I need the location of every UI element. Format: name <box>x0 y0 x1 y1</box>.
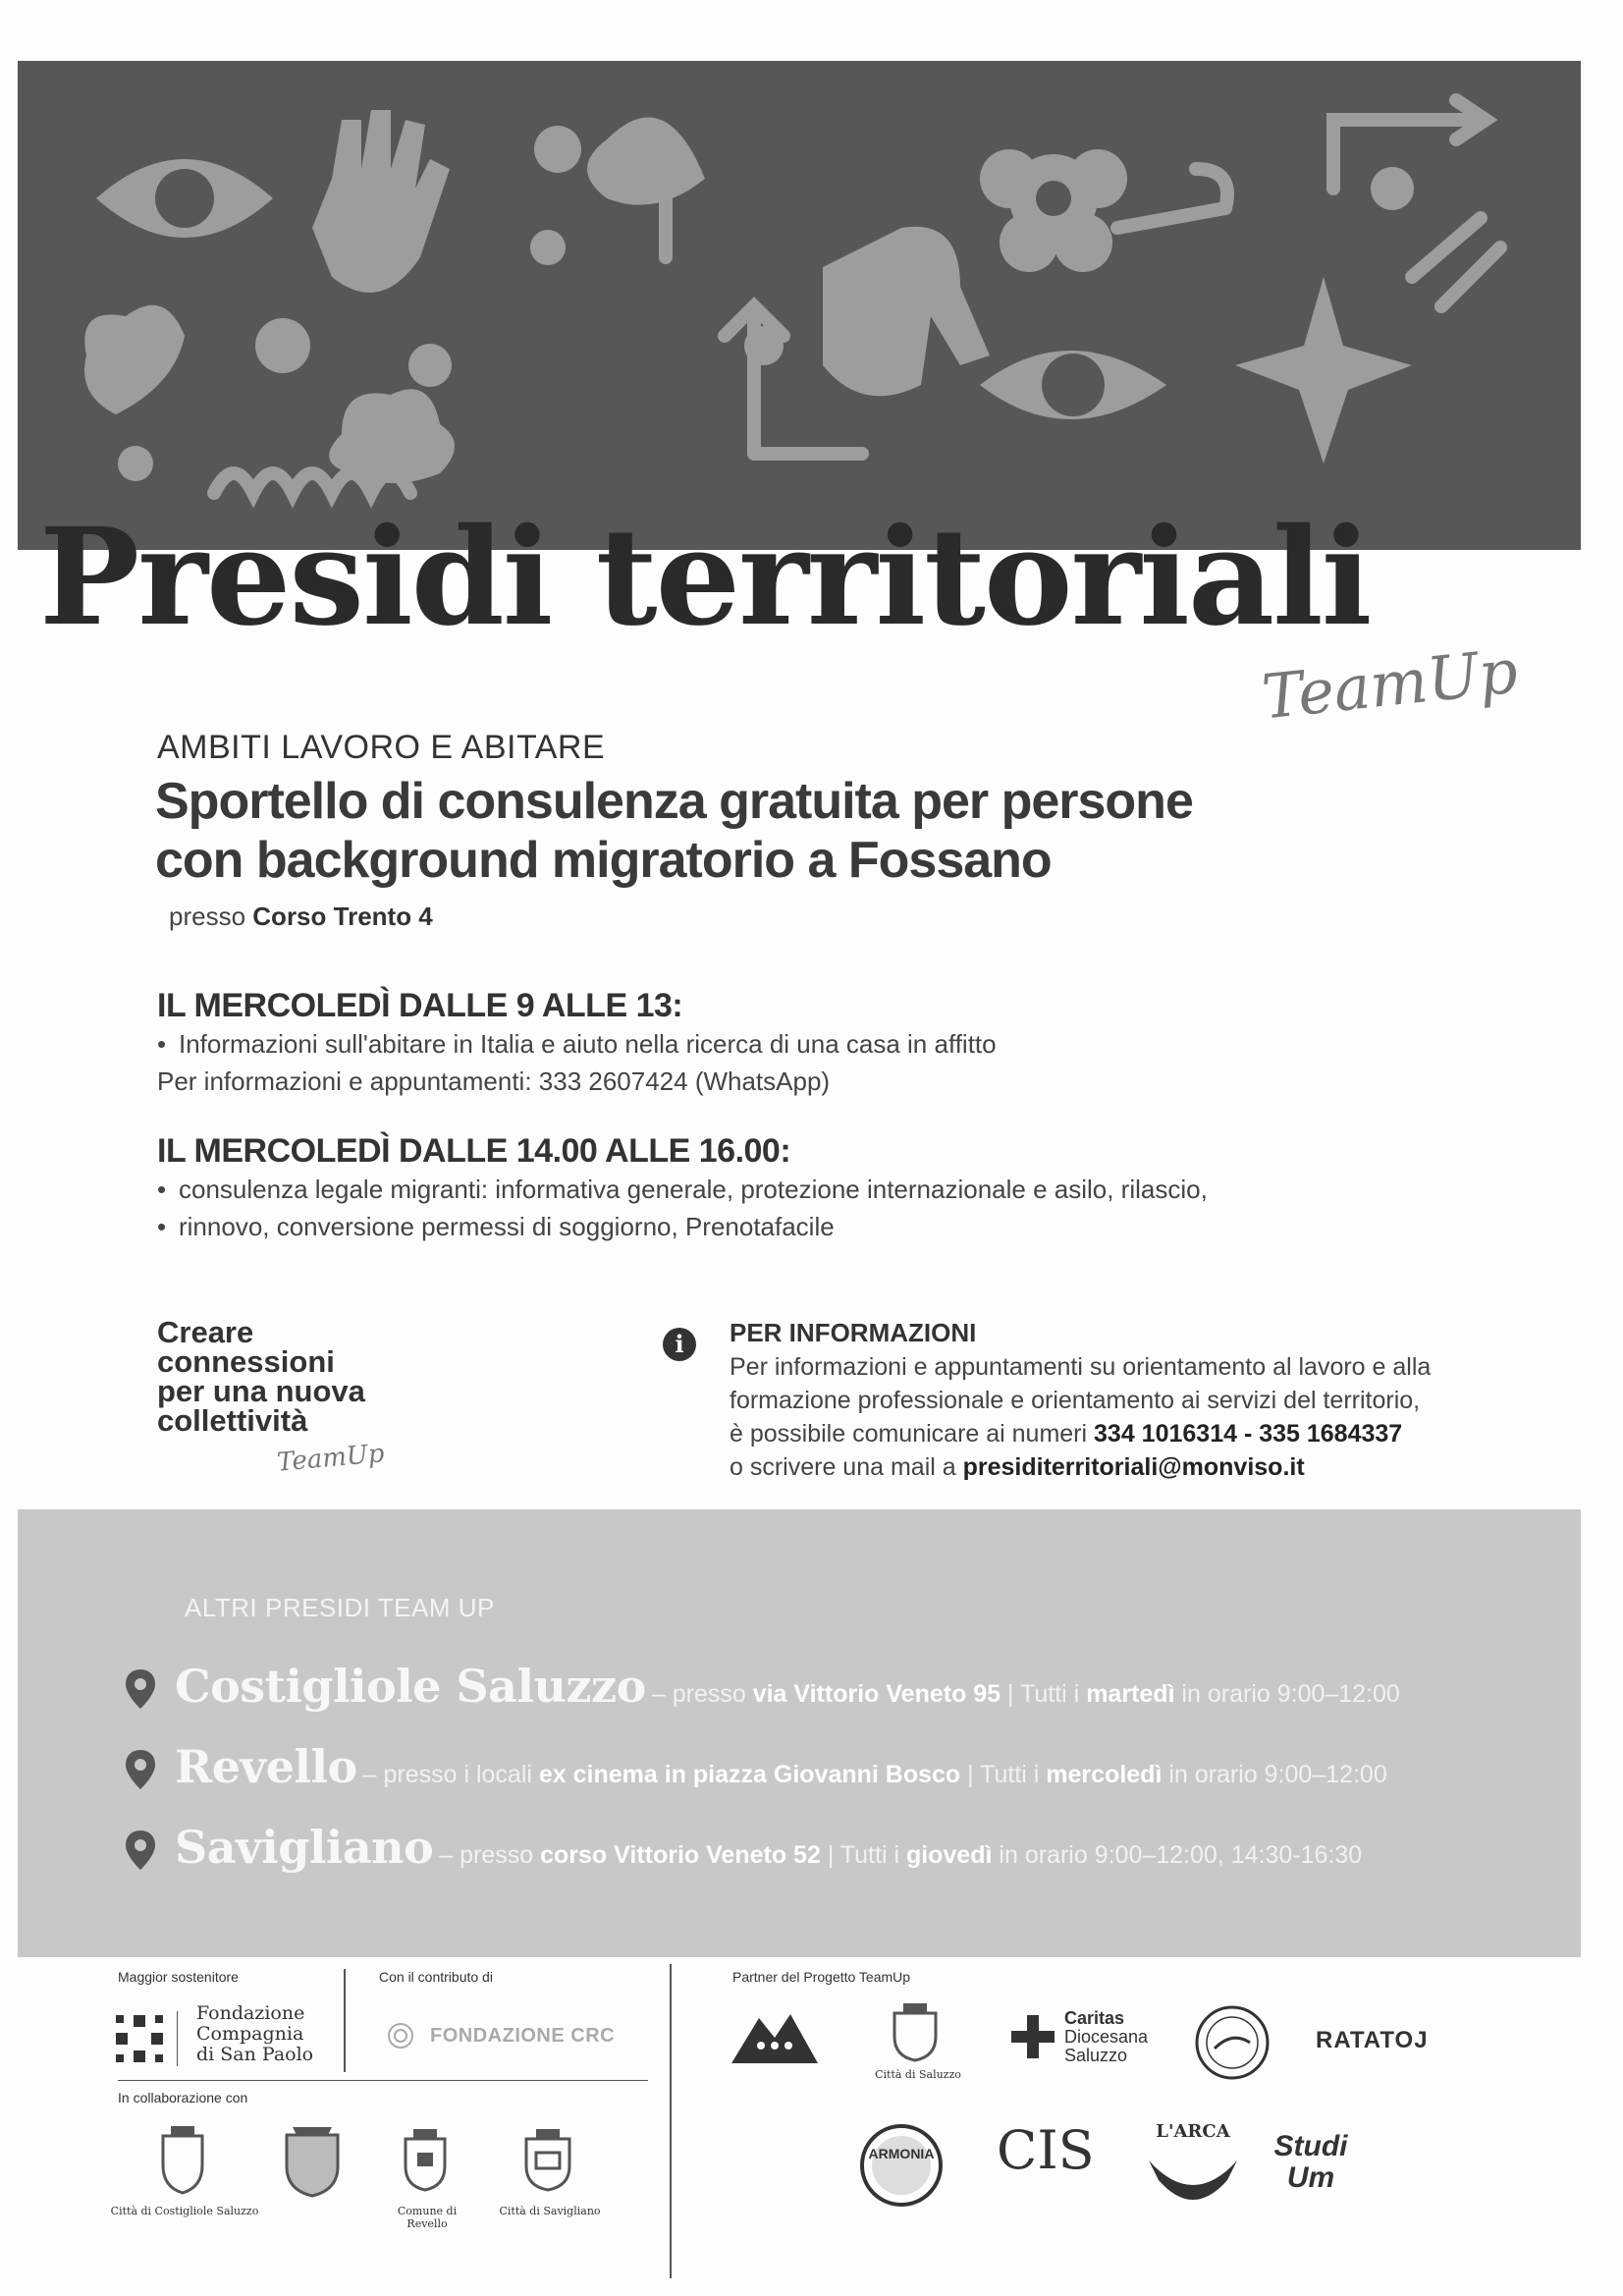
info-line: Per informazioni e appuntamenti su orientamento al lavoro e alla <box>730 1353 1432 1381</box>
sponsor-name-line: Fondazione <box>196 2002 305 2024</box>
heart-icon <box>84 305 185 414</box>
crest-icon <box>518 2129 577 2192</box>
hand-icon-2 <box>823 227 990 397</box>
crest-icon <box>155 2126 210 2195</box>
schedule-block-1 <box>157 987 1434 1100</box>
round-partner-logo-icon <box>1193 2003 1271 2082</box>
slogan-line: collettività <box>157 1403 308 1438</box>
location-item <box>126 1821 1362 1880</box>
detail-text: | Tutti i <box>1007 1680 1080 1708</box>
page-title: Presidi territoriali <box>39 499 1371 656</box>
leaf-icon <box>587 118 705 205</box>
location-city: Revello <box>175 1740 357 1793</box>
caritas-sub: Saluzzo <box>1064 2046 1128 2065</box>
mountain-partner-logo-icon <box>731 2008 818 2063</box>
detail-text: – presso <box>439 1841 534 1869</box>
bullet-text: Informazioni sull'abitare in Italia e aiuto nella ricerca di una casa in affitto <box>179 1029 997 1059</box>
location-pin-icon <box>126 1669 155 1709</box>
contrib-label: Con il contributo di <box>379 1969 493 1985</box>
sponsor-name-line: di San Paolo <box>196 2044 314 2065</box>
info-icon: i <box>663 1328 696 1361</box>
schedule-bullet: • rinnovo, conversione permessi di soggiorno, Prenotafacile <box>157 1212 835 1241</box>
ratatoj-logo: RATATOJ <box>1316 2027 1429 2053</box>
sponsor-name <box>196 2003 313 2065</box>
caritas-sub: Diocesana <box>1064 2027 1149 2047</box>
armonia-logo-icon <box>857 2121 946 2210</box>
headline-line-1: Sportello di consulenza gratuita per persone <box>155 773 1193 830</box>
arca-label: L'ARCA <box>1156 2121 1230 2142</box>
teamup-logo: TeamUp <box>1258 634 1522 734</box>
bullet-text: rinnovo, conversione permessi di soggiorno, Prenotafacile <box>179 1212 835 1241</box>
divider <box>670 1964 672 2278</box>
location-place: via Vittorio Veneto 95 <box>752 1680 1001 1708</box>
schedule-heading: IL MERCOLEDÌ DALLE 9 ALLE 13: <box>157 987 683 1024</box>
location-city: Costigliole Saluzzo <box>175 1660 646 1713</box>
partners-label: Partner del Progetto TeamUp <box>732 1969 911 1985</box>
location-hours: in orario 9:00–12:00, 14:30-16:30 <box>999 1841 1363 1869</box>
phone-numbers: 334 1016314 - 335 1684337 <box>1094 1420 1403 1448</box>
saluzzo-crest-icon <box>889 2003 942 2062</box>
info-line: formazione professionale e orientamento ai servizi del territorio, <box>730 1387 1421 1414</box>
address <box>169 902 433 932</box>
fondazione-crc-logo-icon <box>379 2021 422 2050</box>
location-pin-icon <box>126 1750 155 1789</box>
location-city: Savigliano <box>175 1821 434 1874</box>
info-line <box>730 1450 1535 1484</box>
schedule-bullet: • consulenza legale migranti: informativa generale, protezione internazionale e asilo, rilascio, <box>157 1175 1208 1204</box>
squiggle-icon <box>214 473 410 493</box>
location-place: ex cinema in piazza Giovanni Bosco <box>538 1761 961 1788</box>
crest-icon <box>398 2129 453 2192</box>
headline-line-2: con background migratorio a Fossano <box>155 832 1052 889</box>
location-day: martedì <box>1086 1680 1175 1708</box>
municipality-label: Città di Costigliole Saluzzo <box>110 2205 259 2217</box>
address-prefix: presso <box>169 902 246 931</box>
slogan-line: Creare <box>157 1315 254 1349</box>
contrib-name: FONDAZIONE CRC <box>430 2025 616 2047</box>
bullet-text: consulenza legale migranti: informativa generale, protezione internazionale e asilo, rilascio, <box>179 1175 1208 1204</box>
info-heading: PER INFORMAZIONI <box>730 1318 977 1347</box>
hand-icon <box>312 110 450 293</box>
location-details <box>439 1841 1362 1870</box>
location-hours: in orario 9:00–12:00 <box>1168 1761 1387 1788</box>
detail-text: | Tutti i <box>967 1761 1040 1788</box>
municipality-label: Città di Savigliano <box>499 2205 601 2217</box>
sponsor-label: Maggior sostenitore <box>118 1969 239 1985</box>
armonia-label: ARMONIA <box>868 2146 935 2161</box>
caritas-cross-icon <box>1011 2015 1055 2058</box>
address-value: Corso Trento 4 <box>252 902 433 931</box>
location-item <box>126 1660 1400 1719</box>
divider <box>344 1969 346 2072</box>
crest-icon <box>273 2121 352 2200</box>
dot-icon <box>255 318 310 373</box>
slogan <box>157 1315 365 1438</box>
schedule-bullet: • Informazioni sull'abitare in Italia e aiuto nella ricerca di una casa in affitto <box>157 1029 997 1059</box>
cis-logo: CIS <box>997 2119 1095 2181</box>
location-details <box>363 1761 1387 1789</box>
divider <box>118 2080 648 2081</box>
slogan-line: connessioni <box>157 1344 335 1379</box>
section-label: AMBITI LAVORO E ABITARE <box>157 729 606 766</box>
info-line <box>730 1417 1535 1450</box>
location-hours: in orario 9:00–12:00 <box>1181 1680 1400 1708</box>
chevron-icon <box>1412 218 1500 306</box>
detail-text: – presso i locali <box>362 1761 532 1788</box>
schedule-note: Per informazioni e appuntamenti: 333 2607424 (WhatsApp) <box>157 1066 831 1096</box>
schedule-block-2 <box>157 1132 1434 1245</box>
headline <box>155 772 1432 890</box>
other-presidi-band <box>18 1509 1581 1957</box>
slogan-line: per una nuova <box>157 1374 365 1408</box>
location-place: corso Vittorio Veneto 52 <box>540 1841 821 1869</box>
schedule-heading: IL MERCOLEDÌ DALLE 14.00 ALLE 16.00: <box>157 1132 791 1170</box>
studium-logo: Studi Um <box>1273 2130 1348 2194</box>
info-text: è possibile comunicare ai numeri <box>730 1420 1088 1448</box>
location-details <box>652 1680 1400 1709</box>
star-icon <box>1235 277 1412 464</box>
caritas-name: Caritas <box>1064 2008 1125 2028</box>
sponsor-name-line: Compagnia <box>196 2023 304 2045</box>
location-item <box>126 1740 1387 1799</box>
partner-label: Città di Saluzzo <box>875 2068 961 2081</box>
compagnia-san-paolo-logo-icon <box>116 2015 163 2062</box>
detail-text: | Tutti i <box>827 1841 899 1869</box>
location-day: giovedì <box>905 1841 993 1869</box>
info-block <box>730 1318 1535 1484</box>
location-day: mercoledì <box>1046 1761 1163 1788</box>
info-text: o scrivere una mail a <box>730 1453 956 1481</box>
logo-divider <box>177 2011 178 2066</box>
location-pin-icon <box>126 1831 155 1870</box>
teamup-logo-small: TeamUp <box>275 1439 386 1478</box>
band-title: ALTRI PRESIDI TEAM UP <box>185 1593 495 1622</box>
municipality-label: Comune di Revello <box>397 2205 458 2230</box>
caritas-logo <box>1064 2009 1148 2065</box>
collab-label: In collaborazione con <box>118 2090 248 2105</box>
detail-text: – presso <box>651 1680 746 1708</box>
email-link[interactable]: presiditerritoriali@monviso.it <box>962 1453 1305 1481</box>
